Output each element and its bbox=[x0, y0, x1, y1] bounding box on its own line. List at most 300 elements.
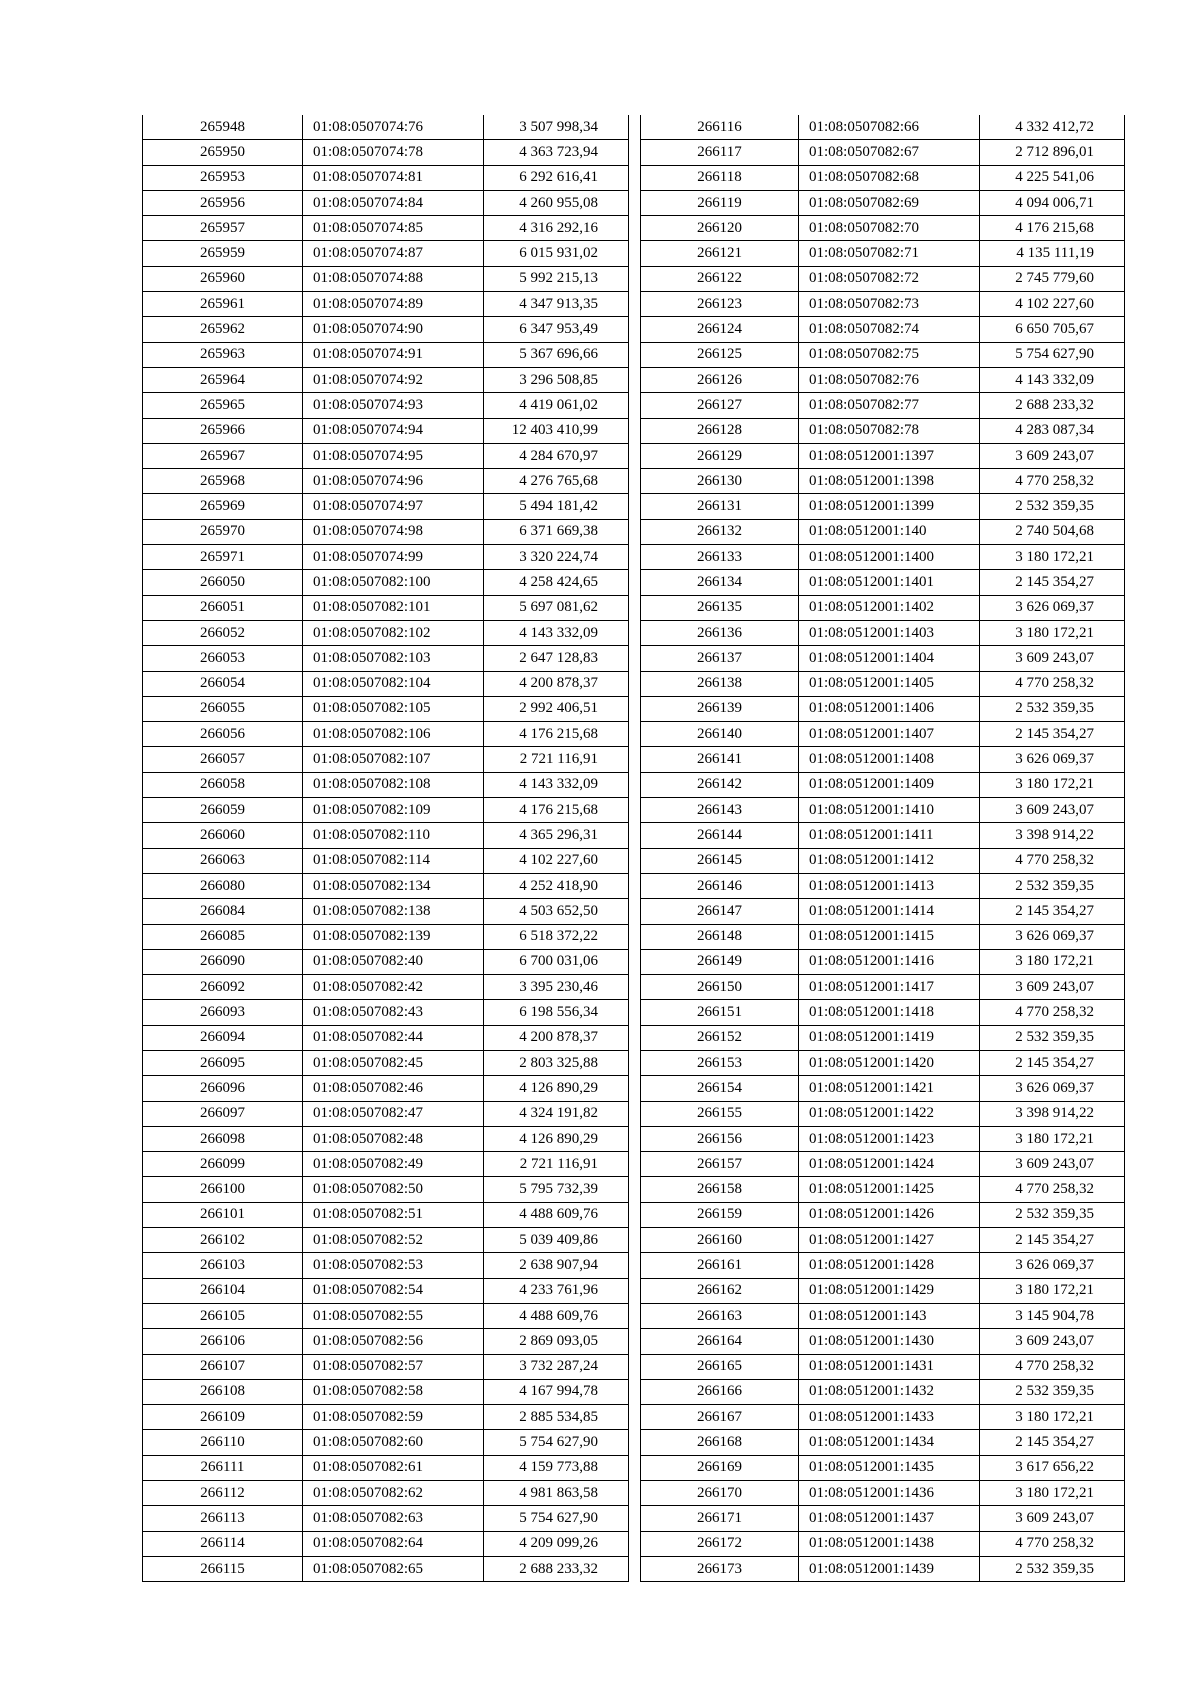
cadastral-number-cell: 01:08:0507082:64 bbox=[303, 1531, 484, 1556]
record-number-cell: 266150 bbox=[641, 975, 799, 1000]
cadastral-value-cell: 4 770 258,32 bbox=[980, 848, 1125, 873]
cadastral-value-cell: 4 770 258,32 bbox=[980, 671, 1125, 696]
record-number-cell: 266113 bbox=[143, 1506, 303, 1531]
record-number-cell: 266052 bbox=[143, 620, 303, 645]
cadastral-value-cell: 4 260 955,08 bbox=[484, 190, 629, 215]
cadastral-value-cell: 3 180 172,21 bbox=[980, 620, 1125, 645]
cadastral-number-cell: 01:08:0512001:1403 bbox=[799, 620, 980, 645]
cadastral-number-cell: 01:08:0512001:1428 bbox=[799, 1253, 980, 1278]
cadastral-value-cell: 4 126 890,29 bbox=[484, 1076, 629, 1101]
cadastral-value-cell: 2 145 354,27 bbox=[980, 1228, 1125, 1253]
table-row bbox=[641, 823, 1125, 848]
table-row bbox=[641, 1228, 1125, 1253]
record-number-cell: 266157 bbox=[641, 1152, 799, 1177]
table-row bbox=[143, 1556, 629, 1581]
cadastral-value-cell: 3 180 172,21 bbox=[980, 545, 1125, 570]
cadastral-number-cell: 01:08:0507074:89 bbox=[303, 292, 484, 317]
cadastral-number-cell: 01:08:0512001:1439 bbox=[799, 1556, 980, 1581]
record-number-cell: 265960 bbox=[143, 266, 303, 291]
table-left-body bbox=[143, 115, 629, 1582]
table-row bbox=[641, 342, 1125, 367]
cadastral-value-cell: 6 518 372,22 bbox=[484, 924, 629, 949]
cadastral-value-cell: 2 721 116,91 bbox=[484, 747, 629, 772]
table-row bbox=[641, 1076, 1125, 1101]
record-number-cell: 266096 bbox=[143, 1076, 303, 1101]
record-number-cell: 266122 bbox=[641, 266, 799, 291]
record-number-cell: 265956 bbox=[143, 190, 303, 215]
cadastral-number-cell: 01:08:0507074:81 bbox=[303, 165, 484, 190]
table-row bbox=[143, 1506, 629, 1531]
cadastral-number-cell: 01:08:0507082:48 bbox=[303, 1126, 484, 1151]
table-right-body bbox=[641, 115, 1125, 1582]
cadastral-value-cell: 6 198 556,34 bbox=[484, 1000, 629, 1025]
cadastral-value-cell: 2 145 354,27 bbox=[980, 570, 1125, 595]
cadastral-number-cell: 01:08:0507082:40 bbox=[303, 949, 484, 974]
cadastral-number-cell: 01:08:0507074:84 bbox=[303, 190, 484, 215]
cadastral-number-cell: 01:08:0507082:63 bbox=[303, 1506, 484, 1531]
record-number-cell: 266144 bbox=[641, 823, 799, 848]
table-row bbox=[641, 570, 1125, 595]
table-row bbox=[641, 1354, 1125, 1379]
table-row bbox=[143, 292, 629, 317]
table-row bbox=[143, 1329, 629, 1354]
record-number-cell: 265965 bbox=[143, 393, 303, 418]
cadastral-value-cell: 3 609 243,07 bbox=[980, 1506, 1125, 1531]
cadastral-value-cell: 2 885 534,85 bbox=[484, 1405, 629, 1430]
cadastral-number-cell: 01:08:0507074:94 bbox=[303, 418, 484, 443]
cadastral-value-cell: 4 363 723,94 bbox=[484, 140, 629, 165]
table-row bbox=[143, 1405, 629, 1430]
table-row bbox=[143, 241, 629, 266]
table-row bbox=[143, 115, 629, 140]
cadastral-number-cell: 01:08:0507082:42 bbox=[303, 975, 484, 1000]
cadastral-number-cell: 01:08:0507082:68 bbox=[799, 165, 980, 190]
cadastral-number-cell: 01:08:0507082:101 bbox=[303, 595, 484, 620]
cadastral-number-cell: 01:08:0507082:46 bbox=[303, 1076, 484, 1101]
cadastral-value-cell: 3 609 243,07 bbox=[980, 646, 1125, 671]
record-number-cell: 266056 bbox=[143, 722, 303, 747]
table-row bbox=[641, 595, 1125, 620]
cadastral-value-cell: 2 638 907,94 bbox=[484, 1253, 629, 1278]
record-number-cell: 265968 bbox=[143, 469, 303, 494]
cadastral-number-cell: 01:08:0507074:87 bbox=[303, 241, 484, 266]
cadastral-value-cell: 3 626 069,37 bbox=[980, 595, 1125, 620]
table-row bbox=[143, 1481, 629, 1506]
cadastral-number-cell: 01:08:0512001:1426 bbox=[799, 1202, 980, 1227]
record-number-cell: 266126 bbox=[641, 367, 799, 392]
cadastral-value-cell: 2 869 093,05 bbox=[484, 1329, 629, 1354]
cadastral-value-cell: 2 803 325,88 bbox=[484, 1050, 629, 1075]
record-number-cell: 266117 bbox=[641, 140, 799, 165]
cadastral-number-cell: 01:08:0507082:138 bbox=[303, 899, 484, 924]
record-number-cell: 266146 bbox=[641, 873, 799, 898]
cadastral-value-cell: 4 209 099,26 bbox=[484, 1531, 629, 1556]
cadastral-number-cell: 01:08:0512001:1406 bbox=[799, 696, 980, 721]
record-number-cell: 266169 bbox=[641, 1455, 799, 1480]
cadastral-value-cell: 3 180 172,21 bbox=[980, 1126, 1125, 1151]
record-number-cell: 265970 bbox=[143, 519, 303, 544]
cadastral-number-cell: 01:08:0512001:1432 bbox=[799, 1379, 980, 1404]
record-number-cell: 266124 bbox=[641, 317, 799, 342]
table-row bbox=[143, 1202, 629, 1227]
cadastral-value-cell: 4 176 215,68 bbox=[980, 216, 1125, 241]
cadastral-value-cell: 4 102 227,60 bbox=[980, 292, 1125, 317]
table-row bbox=[143, 1126, 629, 1151]
cadastral-number-cell: 01:08:0512001:1410 bbox=[799, 798, 980, 823]
table-right bbox=[640, 115, 1125, 1582]
cadastral-value-cell: 4 102 227,60 bbox=[484, 848, 629, 873]
cadastral-number-cell: 01:08:0512001:1416 bbox=[799, 949, 980, 974]
cadastral-value-cell: 4 365 296,31 bbox=[484, 823, 629, 848]
cadastral-value-cell: 4 094 006,71 bbox=[980, 190, 1125, 215]
cadastral-value-cell: 2 647 128,83 bbox=[484, 646, 629, 671]
record-number-cell: 266100 bbox=[143, 1177, 303, 1202]
table-row bbox=[143, 545, 629, 570]
cadastral-number-cell: 01:08:0507082:78 bbox=[799, 418, 980, 443]
table-row bbox=[143, 342, 629, 367]
table-row bbox=[641, 1405, 1125, 1430]
table-row bbox=[143, 595, 629, 620]
table-row bbox=[641, 1050, 1125, 1075]
table-row bbox=[641, 1126, 1125, 1151]
table-row bbox=[641, 620, 1125, 645]
table-row bbox=[143, 620, 629, 645]
cadastral-value-cell: 3 145 904,78 bbox=[980, 1303, 1125, 1328]
record-number-cell: 265950 bbox=[143, 140, 303, 165]
cadastral-value-cell: 2 532 359,35 bbox=[980, 696, 1125, 721]
record-number-cell: 266156 bbox=[641, 1126, 799, 1151]
record-number-cell: 265953 bbox=[143, 165, 303, 190]
cadastral-number-cell: 01:08:0512001:1437 bbox=[799, 1506, 980, 1531]
table-row bbox=[641, 317, 1125, 342]
table-row bbox=[143, 317, 629, 342]
cadastral-number-cell: 01:08:0507082:69 bbox=[799, 190, 980, 215]
record-number-cell: 266105 bbox=[143, 1303, 303, 1328]
table-row bbox=[641, 949, 1125, 974]
table-row bbox=[143, 393, 629, 418]
cadastral-value-cell: 4 770 258,32 bbox=[980, 469, 1125, 494]
cadastral-value-cell: 3 609 243,07 bbox=[980, 975, 1125, 1000]
table-row bbox=[143, 722, 629, 747]
cadastral-value-cell: 4 283 087,34 bbox=[980, 418, 1125, 443]
cadastral-value-cell: 3 398 914,22 bbox=[980, 1101, 1125, 1126]
cadastral-value-cell: 3 180 172,21 bbox=[980, 1481, 1125, 1506]
table-row bbox=[143, 1025, 629, 1050]
cadastral-value-cell: 4 176 215,68 bbox=[484, 722, 629, 747]
record-number-cell: 266143 bbox=[641, 798, 799, 823]
table-row bbox=[641, 1253, 1125, 1278]
cadastral-value-cell: 3 609 243,07 bbox=[980, 1152, 1125, 1177]
record-number-cell: 266059 bbox=[143, 798, 303, 823]
record-number-cell: 266094 bbox=[143, 1025, 303, 1050]
record-number-cell: 265961 bbox=[143, 292, 303, 317]
cadastral-number-cell: 01:08:0507082:114 bbox=[303, 848, 484, 873]
table-row bbox=[641, 1303, 1125, 1328]
record-number-cell: 266107 bbox=[143, 1354, 303, 1379]
cadastral-number-cell: 01:08:0512001:1433 bbox=[799, 1405, 980, 1430]
cadastral-value-cell: 3 609 243,07 bbox=[980, 798, 1125, 823]
table-row bbox=[143, 1076, 629, 1101]
cadastral-value-cell: 3 626 069,37 bbox=[980, 747, 1125, 772]
table-row bbox=[641, 469, 1125, 494]
table-row bbox=[641, 241, 1125, 266]
cadastral-number-cell: 01:08:0507082:43 bbox=[303, 1000, 484, 1025]
table-row bbox=[143, 873, 629, 898]
table-row bbox=[143, 190, 629, 215]
record-number-cell: 266161 bbox=[641, 1253, 799, 1278]
cadastral-number-cell: 01:08:0507082:56 bbox=[303, 1329, 484, 1354]
cadastral-value-cell: 4 770 258,32 bbox=[980, 1531, 1125, 1556]
cadastral-number-cell: 01:08:0512001:1401 bbox=[799, 570, 980, 595]
cadastral-number-cell: 01:08:0512001:1398 bbox=[799, 469, 980, 494]
table-row bbox=[641, 165, 1125, 190]
cadastral-number-cell: 01:08:0507074:97 bbox=[303, 494, 484, 519]
record-number-cell: 266142 bbox=[641, 772, 799, 797]
table-row bbox=[641, 266, 1125, 291]
cadastral-value-cell: 4 419 061,02 bbox=[484, 393, 629, 418]
table-row bbox=[641, 519, 1125, 544]
record-number-cell: 265963 bbox=[143, 342, 303, 367]
table-row bbox=[641, 1531, 1125, 1556]
cadastral-value-cell: 4 176 215,68 bbox=[484, 798, 629, 823]
cadastral-number-cell: 01:08:0507082:106 bbox=[303, 722, 484, 747]
record-number-cell: 266093 bbox=[143, 1000, 303, 1025]
table-row bbox=[641, 115, 1125, 140]
table-row bbox=[143, 216, 629, 241]
table-row bbox=[143, 696, 629, 721]
record-number-cell: 266163 bbox=[641, 1303, 799, 1328]
cadastral-value-cell: 2 145 354,27 bbox=[980, 899, 1125, 924]
cadastral-number-cell: 01:08:0512001:1404 bbox=[799, 646, 980, 671]
cadastral-number-cell: 01:08:0512001:1429 bbox=[799, 1278, 980, 1303]
cadastral-number-cell: 01:08:0507082:47 bbox=[303, 1101, 484, 1126]
table-row bbox=[143, 266, 629, 291]
cadastral-value-cell: 2 745 779,60 bbox=[980, 266, 1125, 291]
record-number-cell: 266138 bbox=[641, 671, 799, 696]
cadastral-number-cell: 01:08:0507082:53 bbox=[303, 1253, 484, 1278]
cadastral-number-cell: 01:08:0507074:99 bbox=[303, 545, 484, 570]
cadastral-value-cell: 3 732 287,24 bbox=[484, 1354, 629, 1379]
cadastral-number-cell: 01:08:0507082:50 bbox=[303, 1177, 484, 1202]
cadastral-number-cell: 01:08:0512001:1421 bbox=[799, 1076, 980, 1101]
table-row bbox=[143, 975, 629, 1000]
record-number-cell: 266118 bbox=[641, 165, 799, 190]
cadastral-value-cell: 3 296 508,85 bbox=[484, 367, 629, 392]
cadastral-value-cell: 4 770 258,32 bbox=[980, 1177, 1125, 1202]
cadastral-value-cell: 5 795 732,39 bbox=[484, 1177, 629, 1202]
cadastral-number-cell: 01:08:0512001:1412 bbox=[799, 848, 980, 873]
cadastral-value-cell: 2 712 896,01 bbox=[980, 140, 1125, 165]
table-row bbox=[641, 1455, 1125, 1480]
cadastral-number-cell: 01:08:0507082:60 bbox=[303, 1430, 484, 1455]
cadastral-number-cell: 01:08:0507082:73 bbox=[799, 292, 980, 317]
cadastral-number-cell: 01:08:0507082:102 bbox=[303, 620, 484, 645]
table-row bbox=[641, 848, 1125, 873]
cadastral-number-cell: 01:08:0507082:55 bbox=[303, 1303, 484, 1328]
cadastral-value-cell: 4 276 765,68 bbox=[484, 469, 629, 494]
cadastral-number-cell: 01:08:0507082:54 bbox=[303, 1278, 484, 1303]
cadastral-value-cell: 4 143 332,09 bbox=[980, 367, 1125, 392]
cadastral-number-cell: 01:08:0512001:143 bbox=[799, 1303, 980, 1328]
cadastral-number-cell: 01:08:0512001:1423 bbox=[799, 1126, 980, 1151]
record-number-cell: 266130 bbox=[641, 469, 799, 494]
record-number-cell: 266171 bbox=[641, 1506, 799, 1531]
cadastral-value-cell: 5 754 627,90 bbox=[484, 1430, 629, 1455]
cadastral-number-cell: 01:08:0507074:90 bbox=[303, 317, 484, 342]
cadastral-value-cell: 3 398 914,22 bbox=[980, 823, 1125, 848]
record-number-cell: 266095 bbox=[143, 1050, 303, 1075]
table-row bbox=[143, 798, 629, 823]
table-row bbox=[641, 1152, 1125, 1177]
record-number-cell: 266159 bbox=[641, 1202, 799, 1227]
cadastral-value-cell: 3 180 172,21 bbox=[980, 1405, 1125, 1430]
cadastral-number-cell: 01:08:0507082:74 bbox=[799, 317, 980, 342]
record-number-cell: 266050 bbox=[143, 570, 303, 595]
table-row bbox=[143, 1228, 629, 1253]
record-number-cell: 266097 bbox=[143, 1101, 303, 1126]
cadastral-number-cell: 01:08:0512001:1402 bbox=[799, 595, 980, 620]
cadastral-number-cell: 01:08:0512001:1413 bbox=[799, 873, 980, 898]
cadastral-value-cell: 4 332 412,72 bbox=[980, 115, 1125, 140]
table-row bbox=[641, 1025, 1125, 1050]
record-number-cell: 266110 bbox=[143, 1430, 303, 1455]
cadastral-value-cell: 2 688 233,32 bbox=[980, 393, 1125, 418]
table-row bbox=[641, 1556, 1125, 1581]
cadastral-value-cell: 2 145 354,27 bbox=[980, 1050, 1125, 1075]
cadastral-number-cell: 01:08:0507082:77 bbox=[799, 393, 980, 418]
record-number-cell: 266103 bbox=[143, 1253, 303, 1278]
cadastral-value-cell: 3 626 069,37 bbox=[980, 924, 1125, 949]
cadastral-value-cell: 2 532 359,35 bbox=[980, 494, 1125, 519]
cadastral-value-cell: 4 770 258,32 bbox=[980, 1354, 1125, 1379]
record-number-cell: 266127 bbox=[641, 393, 799, 418]
cadastral-value-cell: 3 180 172,21 bbox=[980, 772, 1125, 797]
cadastral-number-cell: 01:08:0507082:139 bbox=[303, 924, 484, 949]
cadastral-number-cell: 01:08:0512001:1425 bbox=[799, 1177, 980, 1202]
table-row bbox=[143, 1354, 629, 1379]
record-number-cell: 266054 bbox=[143, 671, 303, 696]
table-row bbox=[143, 1430, 629, 1455]
table-row bbox=[641, 494, 1125, 519]
record-number-cell: 266149 bbox=[641, 949, 799, 974]
table-row bbox=[641, 545, 1125, 570]
table-row bbox=[641, 190, 1125, 215]
record-number-cell: 266098 bbox=[143, 1126, 303, 1151]
record-number-cell: 265969 bbox=[143, 494, 303, 519]
cadastral-number-cell: 01:08:0512001:1431 bbox=[799, 1354, 980, 1379]
cadastral-value-cell: 4 143 332,09 bbox=[484, 620, 629, 645]
table-row bbox=[641, 772, 1125, 797]
cadastral-number-cell: 01:08:0512001:1436 bbox=[799, 1481, 980, 1506]
table-row bbox=[143, 367, 629, 392]
table-row bbox=[143, 418, 629, 443]
cadastral-value-cell: 6 015 931,02 bbox=[484, 241, 629, 266]
table-row bbox=[143, 1101, 629, 1126]
table-row bbox=[641, 367, 1125, 392]
cadastral-value-cell: 3 626 069,37 bbox=[980, 1253, 1125, 1278]
cadastral-value-cell: 2 740 504,68 bbox=[980, 519, 1125, 544]
record-number-cell: 266151 bbox=[641, 1000, 799, 1025]
cadastral-number-cell: 01:08:0507082:108 bbox=[303, 772, 484, 797]
cadastral-number-cell: 01:08:0507082:109 bbox=[303, 798, 484, 823]
record-number-cell: 266115 bbox=[143, 1556, 303, 1581]
record-number-cell: 266131 bbox=[641, 494, 799, 519]
cadastral-number-cell: 01:08:0512001:1438 bbox=[799, 1531, 980, 1556]
cadastral-number-cell: 01:08:0507074:93 bbox=[303, 393, 484, 418]
cadastral-number-cell: 01:08:0512001:1424 bbox=[799, 1152, 980, 1177]
record-number-cell: 266055 bbox=[143, 696, 303, 721]
cadastral-number-cell: 01:08:0512001:1408 bbox=[799, 747, 980, 772]
record-number-cell: 266166 bbox=[641, 1379, 799, 1404]
cadastral-number-cell: 01:08:0512001:1415 bbox=[799, 924, 980, 949]
record-number-cell: 266173 bbox=[641, 1556, 799, 1581]
cadastral-number-cell: 01:08:0507082:134 bbox=[303, 873, 484, 898]
cadastral-number-cell: 01:08:0507082:67 bbox=[799, 140, 980, 165]
record-number-cell: 266084 bbox=[143, 899, 303, 924]
cadastral-number-cell: 01:08:0512001:1427 bbox=[799, 1228, 980, 1253]
table-row bbox=[143, 140, 629, 165]
record-number-cell: 266104 bbox=[143, 1278, 303, 1303]
table-row bbox=[641, 1329, 1125, 1354]
cadastral-number-cell: 01:08:0507082:61 bbox=[303, 1455, 484, 1480]
cadastral-value-cell: 5 754 627,90 bbox=[484, 1506, 629, 1531]
table-row bbox=[641, 722, 1125, 747]
table-row bbox=[143, 494, 629, 519]
table-row bbox=[641, 873, 1125, 898]
record-number-cell: 266053 bbox=[143, 646, 303, 671]
cadastral-number-cell: 01:08:0507074:78 bbox=[303, 140, 484, 165]
record-number-cell: 266128 bbox=[641, 418, 799, 443]
table-left bbox=[142, 115, 629, 1582]
table-row bbox=[641, 1177, 1125, 1202]
table-row bbox=[143, 469, 629, 494]
cadastral-number-cell: 01:08:0512001:1430 bbox=[799, 1329, 980, 1354]
cadastral-number-cell: 01:08:0512001:1397 bbox=[799, 443, 980, 468]
table-row bbox=[143, 1253, 629, 1278]
record-number-cell: 266139 bbox=[641, 696, 799, 721]
record-number-cell: 266101 bbox=[143, 1202, 303, 1227]
cadastral-number-cell: 01:08:0512001:1399 bbox=[799, 494, 980, 519]
cadastral-number-cell: 01:08:0507074:91 bbox=[303, 342, 484, 367]
cadastral-number-cell: 01:08:0507074:85 bbox=[303, 216, 484, 241]
record-number-cell: 266162 bbox=[641, 1278, 799, 1303]
cadastral-value-cell: 5 494 181,42 bbox=[484, 494, 629, 519]
cadastral-number-cell: 01:08:0507082:45 bbox=[303, 1050, 484, 1075]
table-row bbox=[641, 418, 1125, 443]
record-number-cell: 266134 bbox=[641, 570, 799, 595]
cadastral-number-cell: 01:08:0507082:51 bbox=[303, 1202, 484, 1227]
record-number-cell: 266063 bbox=[143, 848, 303, 873]
table-row bbox=[143, 570, 629, 595]
cadastral-value-cell: 2 721 116,91 bbox=[484, 1152, 629, 1177]
cadastral-value-cell: 2 688 233,32 bbox=[484, 1556, 629, 1581]
cadastral-number-cell: 01:08:0507082:75 bbox=[799, 342, 980, 367]
record-number-cell: 265971 bbox=[143, 545, 303, 570]
record-number-cell: 266120 bbox=[641, 216, 799, 241]
record-number-cell: 266112 bbox=[143, 1481, 303, 1506]
cadastral-value-cell: 5 754 627,90 bbox=[980, 342, 1125, 367]
cadastral-value-cell: 4 258 424,65 bbox=[484, 570, 629, 595]
record-number-cell: 266080 bbox=[143, 873, 303, 898]
record-number-cell: 265966 bbox=[143, 418, 303, 443]
cadastral-number-cell: 01:08:0507082:110 bbox=[303, 823, 484, 848]
table-row bbox=[143, 747, 629, 772]
cadastral-number-cell: 01:08:0507082:72 bbox=[799, 266, 980, 291]
record-number-cell: 266155 bbox=[641, 1101, 799, 1126]
cadastral-value-cell: 3 609 243,07 bbox=[980, 443, 1125, 468]
cadastral-number-cell: 01:08:0507082:100 bbox=[303, 570, 484, 595]
cadastral-value-cell: 3 609 243,07 bbox=[980, 1329, 1125, 1354]
